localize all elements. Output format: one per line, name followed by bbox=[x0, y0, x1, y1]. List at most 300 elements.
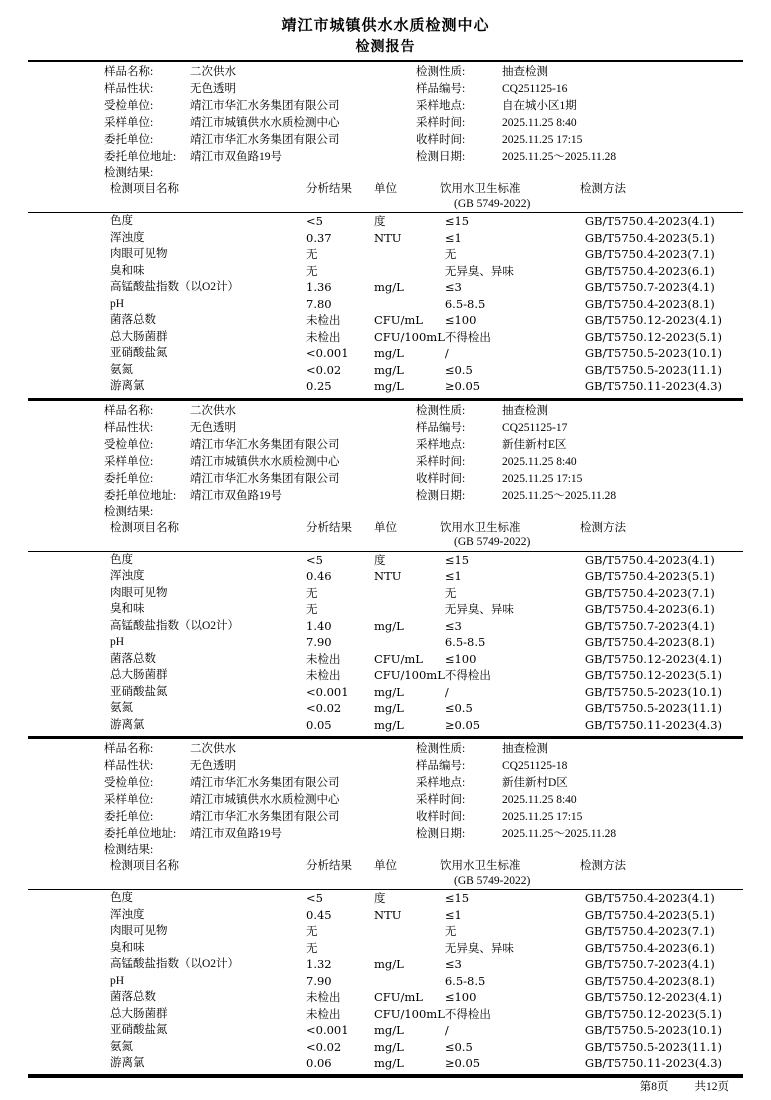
cell-item: pH bbox=[110, 974, 125, 987]
info-label-left: 采样单位: bbox=[104, 455, 154, 468]
info-value-right: 抽查检测 bbox=[502, 404, 548, 417]
info-label-right: 收样时间: bbox=[416, 472, 466, 485]
table-row bbox=[28, 618, 743, 635]
cell-method: GB/T5750.4-2023(7.1) bbox=[584, 924, 715, 938]
table-row bbox=[28, 1055, 743, 1072]
cell-result: <0.02 bbox=[306, 362, 342, 377]
table-row bbox=[28, 700, 743, 717]
cell-result: 未检出 bbox=[306, 329, 341, 344]
info-label-left: 样品性状: bbox=[104, 421, 154, 434]
cell-method: GB/T5750.12-2023(4.1) bbox=[584, 651, 722, 666]
cell-method: GB/T5750.4-2023(4.1) bbox=[584, 891, 715, 905]
cell-standard: ≥0.05 bbox=[444, 379, 481, 393]
table-row bbox=[28, 230, 743, 247]
cell-unit: mg/L bbox=[374, 957, 404, 971]
cell-unit bbox=[374, 940, 445, 957]
table-row bbox=[28, 651, 743, 668]
cell-method: GB/T5750.4-2023(4.1) bbox=[584, 214, 715, 228]
info-label-right: 检测性质: bbox=[416, 66, 466, 78]
cell-method: GB/T5750.5-2023(10.1) bbox=[584, 684, 722, 699]
info-label-left: 样品名称: bbox=[104, 66, 154, 78]
table-row bbox=[28, 362, 743, 379]
table-row bbox=[28, 378, 743, 395]
cell-method: GB/T5750.4-2023(5.1) bbox=[584, 569, 715, 583]
col-header-standard: 饮用水卫生标准 bbox=[440, 183, 521, 195]
cell-standard: / bbox=[444, 1023, 449, 1037]
cell-method: GB/T5750.12-2023(5.1) bbox=[584, 668, 722, 682]
table-row bbox=[28, 312, 743, 329]
col-header-unit: 单位 bbox=[374, 860, 397, 872]
page-title: 靖江市城镇供水水质检测中心 bbox=[281, 16, 490, 34]
cell-standard: ≤1 bbox=[444, 230, 462, 245]
info-value-left: 靖江市华汇水务集团有限公司 bbox=[190, 100, 340, 112]
table-row bbox=[28, 296, 743, 313]
cell-method: GB/T5750.4-2023(8.1) bbox=[584, 973, 715, 988]
cell-unit: NTU bbox=[374, 907, 402, 922]
info-label-right: 采样地点: bbox=[416, 777, 466, 789]
cell-item: 氨氮 bbox=[110, 702, 133, 714]
info-label-left: 采样单位: bbox=[104, 117, 154, 129]
info-value-left: 靖江市华汇水务集团有限公司 bbox=[190, 438, 340, 451]
cell-result: 无 bbox=[306, 602, 318, 616]
table-row bbox=[28, 956, 743, 973]
col-header-result: 分析结果 bbox=[306, 183, 352, 195]
sample-info-table bbox=[28, 64, 743, 166]
cell-standard: ≤1 bbox=[444, 569, 462, 583]
cell-standard: 不得检出 bbox=[444, 1006, 491, 1021]
cell-unit: mg/L bbox=[374, 701, 404, 715]
info-label-left: 采样单位: bbox=[104, 794, 154, 806]
cell-unit bbox=[374, 634, 445, 651]
cell-method: GB/T5750.4-2023(8.1) bbox=[584, 635, 715, 649]
info-row bbox=[28, 132, 743, 149]
info-value-right: 2025.11.25～2025.11.28 bbox=[502, 828, 617, 840]
cell-method: GB/T5750.11-2023(4.3) bbox=[584, 379, 722, 393]
cell-standard: ≤3 bbox=[444, 618, 462, 633]
info-value-left: 无色透明 bbox=[190, 421, 236, 434]
info-label-left: 委托单位地址: bbox=[104, 489, 177, 502]
page-footer bbox=[28, 1074, 743, 1094]
info-row bbox=[28, 420, 743, 437]
cell-result: 1.36 bbox=[306, 280, 332, 294]
col-header-method: 检测方法 bbox=[580, 183, 626, 195]
cell-result: 未检出 bbox=[306, 668, 341, 682]
cell-unit: NTU bbox=[374, 230, 402, 245]
cell-unit: NTU bbox=[374, 569, 402, 583]
info-value-left: 无色透明 bbox=[190, 83, 236, 95]
cell-unit: CFU/mL bbox=[374, 990, 423, 1004]
info-row bbox=[28, 775, 743, 792]
cell-result: 1.32 bbox=[306, 957, 332, 971]
info-value-left: 靖江市双鱼路19号 bbox=[190, 828, 282, 840]
table-row bbox=[28, 907, 743, 924]
cell-method: GB/T5750.12-2023(4.1) bbox=[584, 990, 722, 1004]
cell-standard: 6.5-8.5 bbox=[444, 973, 486, 988]
info-value-left: 二次供水 bbox=[190, 404, 236, 417]
info-value-left: 无色透明 bbox=[190, 760, 236, 772]
cell-standard: ≤0.5 bbox=[444, 1039, 473, 1054]
cell-standard: ≤100 bbox=[444, 990, 477, 1004]
info-value-right: 新佳新村E区 bbox=[502, 438, 567, 451]
col-header-result: 分析结果 bbox=[306, 521, 352, 534]
cell-method: GB/T5750.4-2023(7.1) bbox=[584, 585, 715, 600]
info-row bbox=[28, 403, 743, 420]
cell-method: GB/T5750.4-2023(6.1) bbox=[584, 263, 715, 278]
cell-unit bbox=[374, 973, 445, 990]
info-label-right: 采样地点: bbox=[416, 438, 466, 451]
info-value-right: 抽查检测 bbox=[502, 743, 548, 755]
info-row bbox=[28, 64, 743, 81]
cell-item: 亚硝酸盐氮 bbox=[110, 685, 168, 698]
cell-method: GB/T5750.7-2023(4.1) bbox=[584, 280, 715, 294]
cell-unit: mg/L bbox=[374, 1039, 404, 1054]
cell-standard: ≤3 bbox=[444, 280, 462, 294]
cell-item: 高锰酸盐指数（以O2计） bbox=[110, 619, 240, 632]
cell-item: 菌落总数 bbox=[110, 314, 156, 326]
cell-result: 0.37 bbox=[306, 230, 332, 245]
cell-unit: CFU/100mL bbox=[374, 329, 445, 344]
cell-item: 氨氮 bbox=[110, 363, 133, 376]
cell-item: 总大肠菌群 bbox=[110, 669, 168, 681]
cell-standard: 无异臭、异味 bbox=[444, 940, 514, 955]
col-header-standard: 饮用水卫生标准 bbox=[440, 860, 521, 872]
cell-item: 氨氮 bbox=[110, 1040, 133, 1053]
info-value-right: 2025.11.25 8:40 bbox=[502, 794, 577, 806]
cell-item: 色度 bbox=[110, 215, 133, 227]
results-header-row bbox=[28, 858, 743, 874]
info-label-left: 样品性状: bbox=[104, 83, 154, 95]
cell-standard: 无异臭、异味 bbox=[444, 602, 514, 616]
col-header-method: 检测方法 bbox=[580, 860, 626, 872]
cell-method: GB/T5750.5-2023(11.1) bbox=[584, 701, 722, 715]
cell-item: 浑浊度 bbox=[110, 908, 145, 921]
cell-result: 无 bbox=[306, 940, 318, 955]
info-value-right: 2025.11.25～2025.11.28 bbox=[502, 151, 617, 163]
info-value-left: 靖江市城镇供水水质检测中心 bbox=[190, 117, 340, 129]
info-value-left: 靖江市城镇供水水质检测中心 bbox=[190, 794, 340, 806]
cell-result: <0.001 bbox=[306, 684, 349, 699]
col-header-item: 检测项目名称 bbox=[110, 521, 179, 534]
cell-result: 0.25 bbox=[306, 379, 332, 393]
table-row bbox=[28, 568, 743, 585]
cell-method: GB/T5750.11-2023(4.3) bbox=[584, 1056, 722, 1070]
cell-result: <0.001 bbox=[306, 1023, 349, 1037]
info-value-right: 2025.11.25 8:40 bbox=[502, 455, 577, 468]
cell-standard: ≤15 bbox=[444, 552, 470, 567]
table-row bbox=[28, 345, 743, 362]
info-label-right: 检测性质: bbox=[416, 404, 466, 417]
cell-item: 肉眼可见物 bbox=[110, 925, 168, 937]
cell-result: 无 bbox=[306, 585, 318, 600]
table-row bbox=[28, 329, 743, 346]
cell-method: GB/T5750.12-2023(5.1) bbox=[584, 329, 722, 344]
cell-standard: 无 bbox=[444, 924, 457, 938]
cell-unit: 度 bbox=[374, 552, 386, 567]
cell-method: GB/T5750.4-2023(5.1) bbox=[584, 230, 715, 245]
cell-item: 亚硝酸盐氮 bbox=[110, 1024, 168, 1036]
cell-standard: ≤100 bbox=[444, 313, 477, 327]
results-body-table bbox=[28, 552, 743, 734]
cell-method: GB/T5750.4-2023(4.1) bbox=[584, 552, 715, 567]
results-header-row bbox=[28, 181, 743, 197]
cell-method: GB/T5750.5-2023(11.1) bbox=[584, 362, 722, 377]
table-row bbox=[28, 989, 743, 1006]
table-row bbox=[28, 973, 743, 990]
cell-unit: mg/L bbox=[374, 280, 404, 294]
table-row bbox=[28, 1039, 743, 1056]
results-header-subrow bbox=[28, 535, 743, 551]
cell-item: 高锰酸盐指数（以O2计） bbox=[110, 281, 240, 293]
table-row bbox=[28, 246, 743, 263]
cell-item: 肉眼可见物 bbox=[110, 248, 168, 260]
cell-standard: ≤15 bbox=[444, 891, 470, 905]
info-value-right: CQ251125-17 bbox=[502, 421, 568, 434]
cell-item: 色度 bbox=[110, 553, 133, 566]
cell-method: GB/T5750.5-2023(10.1) bbox=[584, 346, 722, 360]
info-value-right: 2025.11.25 17:15 bbox=[502, 134, 583, 146]
table-row bbox=[28, 279, 743, 296]
info-label-left: 受检单位: bbox=[104, 777, 154, 789]
cell-result: 未检出 bbox=[306, 1006, 341, 1021]
cell-unit: CFU/mL bbox=[374, 313, 423, 327]
cell-result: <5 bbox=[306, 214, 323, 228]
cell-result: <0.02 bbox=[306, 701, 342, 715]
cell-unit: CFU/100mL bbox=[374, 1006, 445, 1021]
cell-result: 未检出 bbox=[306, 651, 341, 666]
info-label-left: 委托单位: bbox=[104, 472, 154, 485]
block-divider-thick bbox=[28, 737, 743, 739]
info-row bbox=[28, 149, 743, 166]
cell-standard: ≤1 bbox=[444, 907, 462, 922]
info-label-right: 样品编号: bbox=[416, 421, 466, 434]
info-label-right: 采样地点: bbox=[416, 100, 466, 112]
cell-item: 菌落总数 bbox=[110, 652, 156, 665]
info-label-left: 委托单位地址: bbox=[104, 151, 177, 163]
cell-unit bbox=[374, 585, 445, 602]
results-table bbox=[28, 858, 743, 889]
info-label-right: 检测日期: bbox=[416, 828, 466, 840]
table-row bbox=[28, 923, 743, 940]
cell-item: 游离氯 bbox=[110, 1057, 145, 1069]
cell-standard: ≤100 bbox=[444, 651, 477, 666]
info-value-right: 2025.11.25 8:40 bbox=[502, 117, 577, 129]
info-label-right: 检测日期: bbox=[416, 151, 466, 163]
results-title: 检测结果: bbox=[104, 167, 154, 179]
report-block bbox=[28, 741, 743, 1078]
cell-method: GB/T5750.5-2023(10.1) bbox=[584, 1023, 722, 1037]
cell-standard: 无异臭、异味 bbox=[444, 263, 514, 278]
col-header-standard-sub: (GB 5749-2022) bbox=[454, 197, 531, 210]
cell-item: 浑浊度 bbox=[110, 570, 145, 582]
cell-result: 无 bbox=[306, 924, 318, 938]
cell-standard: ≤3 bbox=[444, 957, 462, 971]
cell-standard: ≤0.5 bbox=[444, 701, 473, 715]
info-value-left: 靖江市华汇水务集团有限公司 bbox=[190, 134, 340, 146]
info-value-right: 2025.11.25～2025.11.28 bbox=[502, 489, 617, 502]
info-row bbox=[28, 758, 743, 775]
table-row bbox=[28, 717, 743, 734]
info-label-left: 样品性状: bbox=[104, 760, 154, 772]
results-title: 检测结果: bbox=[104, 505, 154, 518]
cell-unit: mg/L bbox=[374, 379, 404, 393]
info-row bbox=[28, 454, 743, 471]
cell-result: <5 bbox=[306, 891, 323, 905]
cell-item: 总大肠菌群 bbox=[110, 1007, 168, 1020]
col-header-standard: 饮用水卫生标准 bbox=[440, 521, 521, 534]
col-header-unit: 单位 bbox=[374, 521, 397, 534]
cell-item: 浑浊度 bbox=[110, 231, 145, 244]
cell-method: GB/T5750.7-2023(4.1) bbox=[584, 618, 715, 633]
table-row bbox=[28, 890, 743, 907]
cell-result: 7.90 bbox=[306, 973, 332, 988]
cell-method: GB/T5750.4-2023(5.1) bbox=[584, 907, 715, 922]
results-header-subrow bbox=[28, 197, 743, 213]
info-value-right: 抽查检测 bbox=[502, 66, 548, 78]
info-value-right: 新佳新村D区 bbox=[502, 777, 568, 789]
cell-result: <0.02 bbox=[306, 1039, 342, 1054]
info-value-left: 靖江市华汇水务集团有限公司 bbox=[190, 811, 340, 823]
cell-unit: mg/L bbox=[374, 618, 404, 633]
cell-standard: 不得检出 bbox=[444, 668, 491, 682]
info-row bbox=[28, 471, 743, 488]
cell-unit: CFU/100mL bbox=[374, 668, 445, 682]
block-divider-thick bbox=[28, 399, 743, 401]
col-header-standard-sub: (GB 5749-2022) bbox=[454, 874, 531, 887]
cell-result: 0.06 bbox=[306, 1056, 332, 1070]
report-block bbox=[28, 403, 743, 740]
results-title: 检测结果: bbox=[104, 844, 154, 856]
table-row bbox=[28, 1022, 743, 1039]
info-row bbox=[28, 115, 743, 132]
cell-standard: 6.5-8.5 bbox=[444, 635, 486, 649]
page-subtitle: 检测报告 bbox=[355, 39, 416, 55]
info-label-right: 采样时间: bbox=[416, 455, 466, 468]
cell-unit bbox=[374, 246, 445, 263]
cell-method: GB/T5750.4-2023(8.1) bbox=[584, 296, 715, 311]
info-label-left: 委托单位地址: bbox=[104, 828, 177, 840]
col-header-item: 检测项目名称 bbox=[110, 183, 179, 195]
info-value-left: 靖江市城镇供水水质检测中心 bbox=[190, 455, 340, 468]
cell-standard: 无 bbox=[444, 585, 457, 600]
table-row bbox=[28, 552, 743, 569]
info-label-right: 检测性质: bbox=[416, 743, 466, 755]
info-value-left: 靖江市双鱼路19号 bbox=[190, 489, 282, 502]
table-row bbox=[28, 684, 743, 701]
results-header-row bbox=[28, 520, 743, 536]
cell-standard: 6.5-8.5 bbox=[444, 296, 486, 311]
info-label-right: 采样时间: bbox=[416, 794, 466, 806]
cell-result: 0.05 bbox=[306, 717, 332, 732]
cell-standard: ≤0.5 bbox=[444, 362, 473, 377]
sample-info-table bbox=[28, 403, 743, 505]
cell-item: pH bbox=[110, 636, 125, 648]
cell-item: pH bbox=[110, 297, 125, 310]
cell-unit bbox=[374, 263, 445, 280]
cell-result: 0.46 bbox=[306, 569, 332, 583]
col-header-item: 检测项目名称 bbox=[110, 860, 179, 872]
results-header-subrow bbox=[28, 874, 743, 890]
cell-standard: ≥0.05 bbox=[444, 1056, 481, 1070]
sample-info-table bbox=[28, 741, 743, 843]
info-label-right: 样品编号: bbox=[416, 760, 466, 772]
cell-standard: 不得检出 bbox=[444, 329, 491, 344]
info-row bbox=[28, 741, 743, 758]
results-body-table bbox=[28, 890, 743, 1072]
table-row bbox=[28, 213, 743, 230]
info-label-right: 样品编号: bbox=[416, 83, 466, 95]
report-block bbox=[28, 64, 743, 401]
results-table bbox=[28, 520, 743, 551]
info-label-right: 收样时间: bbox=[416, 811, 466, 823]
cell-result: 未检出 bbox=[306, 313, 341, 327]
footer-total-pages: 共12页 bbox=[694, 1081, 729, 1093]
cell-item: 肉眼可见物 bbox=[110, 586, 168, 599]
cell-method: GB/T5750.12-2023(5.1) bbox=[584, 1006, 722, 1021]
table-row bbox=[28, 667, 743, 684]
info-row bbox=[28, 98, 743, 115]
info-value-right: 2025.11.25 17:15 bbox=[502, 811, 583, 823]
results-body-table bbox=[28, 213, 743, 395]
table-row bbox=[28, 585, 743, 602]
info-row bbox=[28, 437, 743, 454]
cell-unit: mg/L bbox=[374, 346, 404, 360]
info-label-left: 样品名称: bbox=[104, 743, 154, 755]
info-value-left: 靖江市华汇水务集团有限公司 bbox=[190, 777, 340, 789]
info-row bbox=[28, 809, 743, 826]
cell-unit: mg/L bbox=[374, 1056, 404, 1070]
cell-unit: mg/L bbox=[374, 362, 404, 377]
cell-unit: 度 bbox=[374, 214, 386, 228]
info-label-right: 检测日期: bbox=[416, 489, 466, 502]
cell-item: 臭和味 bbox=[110, 603, 145, 615]
cell-unit: 度 bbox=[374, 891, 386, 905]
info-value-right: CQ251125-16 bbox=[502, 83, 568, 95]
footer-page-number: 第8页 bbox=[639, 1081, 669, 1093]
table-row bbox=[28, 1006, 743, 1023]
col-header-method: 检测方法 bbox=[580, 521, 626, 534]
cell-item: 高锰酸盐指数（以O2计） bbox=[110, 958, 240, 970]
cell-standard: / bbox=[444, 346, 449, 360]
info-label-left: 委托单位: bbox=[104, 811, 154, 823]
info-value-right: 自在城小区1期 bbox=[502, 100, 577, 112]
cell-method: GB/T5750.4-2023(7.1) bbox=[584, 247, 715, 261]
info-label-right: 收样时间: bbox=[416, 134, 466, 146]
cell-item: 总大肠菌群 bbox=[110, 330, 168, 343]
cell-item: 游离氯 bbox=[110, 380, 145, 392]
cell-item: 菌落总数 bbox=[110, 991, 156, 1003]
info-label-right: 采样时间: bbox=[416, 117, 466, 129]
cell-standard: 无 bbox=[444, 247, 457, 261]
cell-method: GB/T5750.4-2023(6.1) bbox=[584, 602, 715, 616]
table-row bbox=[28, 263, 743, 280]
cell-method: GB/T5750.5-2023(11.1) bbox=[584, 1039, 722, 1054]
table-row bbox=[28, 634, 743, 651]
cell-result: 无 bbox=[306, 247, 318, 261]
cell-unit: mg/L bbox=[374, 684, 404, 699]
cell-standard: / bbox=[444, 684, 449, 699]
cell-method: GB/T5750.7-2023(4.1) bbox=[584, 957, 715, 971]
info-label-left: 受检单位: bbox=[104, 438, 154, 451]
top-divider bbox=[28, 60, 743, 62]
cell-unit bbox=[374, 296, 445, 313]
cell-result: 1.40 bbox=[306, 618, 332, 633]
results-table bbox=[28, 181, 743, 212]
cell-item: 臭和味 bbox=[110, 941, 145, 954]
info-row bbox=[28, 488, 743, 505]
table-row bbox=[28, 940, 743, 957]
cell-unit bbox=[374, 601, 445, 618]
cell-unit bbox=[374, 923, 445, 940]
